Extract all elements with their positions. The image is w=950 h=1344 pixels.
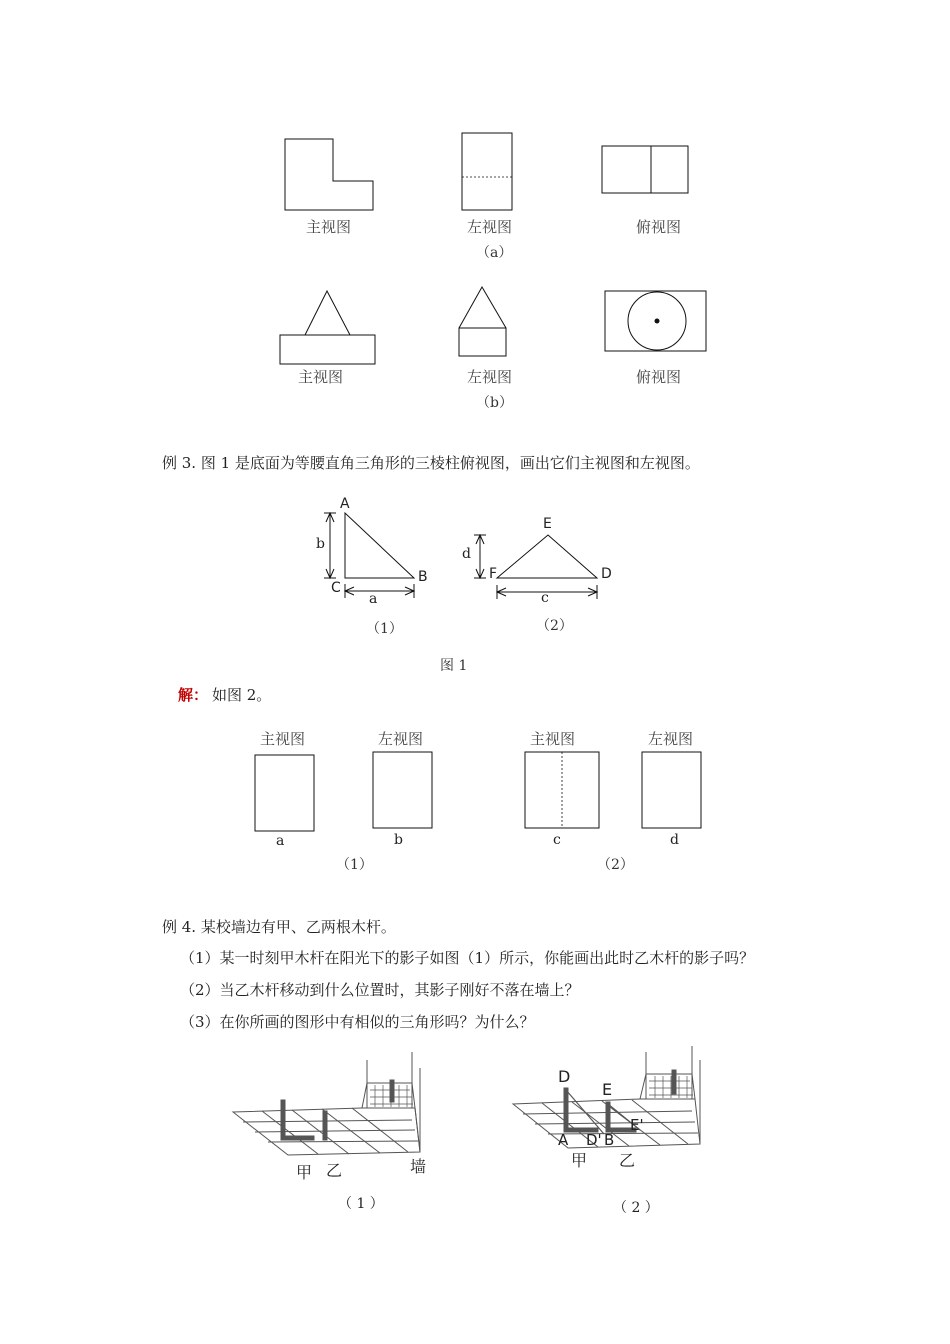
- sol-1-left-label: 左视图: [378, 730, 424, 748]
- sol-2-left-label: 左视图: [648, 730, 694, 748]
- a-front-view-label: 主视图: [306, 218, 352, 236]
- example4-q1: （1）某一时刻甲木杆在阳光下的影子如图（1）所示，你能画出此时乙木杆的影子吗？: [180, 949, 755, 967]
- sol-1-front-rect: [255, 755, 314, 831]
- ex3-label-c: c: [541, 590, 549, 606]
- ex4-fig1-yi: 乙: [326, 1161, 343, 1180]
- b-left-view-triangle: [459, 287, 506, 328]
- a-caption: （a）: [476, 245, 513, 261]
- a-top-view-label: 俯视图: [636, 218, 682, 236]
- sol-1-a-label: a: [276, 833, 285, 849]
- ex4-fig2-B: B: [604, 1131, 615, 1149]
- ex4-fig2-jia: 甲: [571, 1151, 588, 1170]
- example4-q2: （2）当乙木杆移动到什么位置时，其影子刚好不落在墙上？: [180, 981, 580, 999]
- figure-1-title: 图 1: [440, 658, 468, 674]
- b-top-view-label: 俯视图: [636, 368, 682, 386]
- ex3-label-D: D: [601, 566, 612, 582]
- ex4-fig2-D: D: [558, 1067, 571, 1086]
- ex3-label-a: a: [369, 591, 378, 607]
- sol-1-front-label: 主视图: [260, 730, 306, 748]
- a-front-view-shape: [285, 139, 373, 210]
- ex3-label-F: F: [489, 566, 498, 582]
- solution-label: 解：: [178, 686, 209, 704]
- example3-text: 例 3. 图 1 是底面为等腰直角三角形的三棱柱俯视图，画出它们主视图和左视图。: [162, 454, 700, 472]
- b-front-view-label: 主视图: [298, 368, 344, 386]
- ex3-fig2-triangle: [497, 535, 597, 578]
- ex4-fig1-caption: （ 1 ）: [338, 1196, 384, 1212]
- a-left-view-shape: [462, 133, 512, 210]
- ex4-fig2-E-prime: E': [630, 1116, 644, 1134]
- example4-q3: （3）在你所画的图形中有相似的三角形吗？为什么？: [180, 1013, 535, 1031]
- ex3-fig2-caption: （2）: [536, 618, 573, 634]
- sol-2-c-label: c: [553, 832, 561, 848]
- b-front-view-triangle: [305, 291, 350, 335]
- sol-1-left-rect: [373, 752, 432, 828]
- b-caption: （b）: [476, 395, 513, 411]
- ex4-fig1-wall: 墙: [410, 1157, 427, 1176]
- ex3-label-d: d: [462, 546, 471, 562]
- a-top-view-shape: [602, 146, 688, 193]
- sol-2-d-label: d: [670, 832, 679, 848]
- ex4-fig2-A: A: [558, 1131, 569, 1149]
- ex4-fig1-jia: 甲: [296, 1163, 313, 1182]
- sol-1-b-label: b: [394, 832, 403, 848]
- ex3-label-A: A: [340, 496, 350, 512]
- sol-2-caption: （2）: [597, 857, 634, 873]
- ex3-label-E: E: [543, 516, 552, 532]
- sol-2-front-label: 主视图: [530, 730, 576, 748]
- ex3-fig1-caption: （1）: [366, 621, 403, 637]
- ex4-fig2-D-prime: D': [586, 1131, 602, 1149]
- ex4-fig2-yi: 乙: [619, 1151, 636, 1170]
- ex3-label-B: B: [418, 569, 428, 585]
- b-left-view-label: 左视图: [467, 368, 513, 386]
- sol-2-left-rect: [642, 752, 701, 828]
- b-left-view-base: [459, 328, 506, 356]
- ex4-fig2-caption: （ 2 ）: [613, 1200, 659, 1216]
- sol-1-caption: （1）: [336, 857, 373, 873]
- ex3-label-C: C: [331, 580, 341, 596]
- solution-text: 如图 2。: [212, 686, 272, 704]
- b-front-view-base: [280, 335, 375, 364]
- ex3-label-b: b: [316, 536, 325, 552]
- example4-title: 例 4. 某校墙边有甲、乙两根木杆。: [162, 918, 396, 936]
- ex3-fig1-triangle: [345, 513, 414, 578]
- ex4-fig2-E: E: [602, 1080, 613, 1099]
- a-left-view-label: 左视图: [467, 218, 513, 236]
